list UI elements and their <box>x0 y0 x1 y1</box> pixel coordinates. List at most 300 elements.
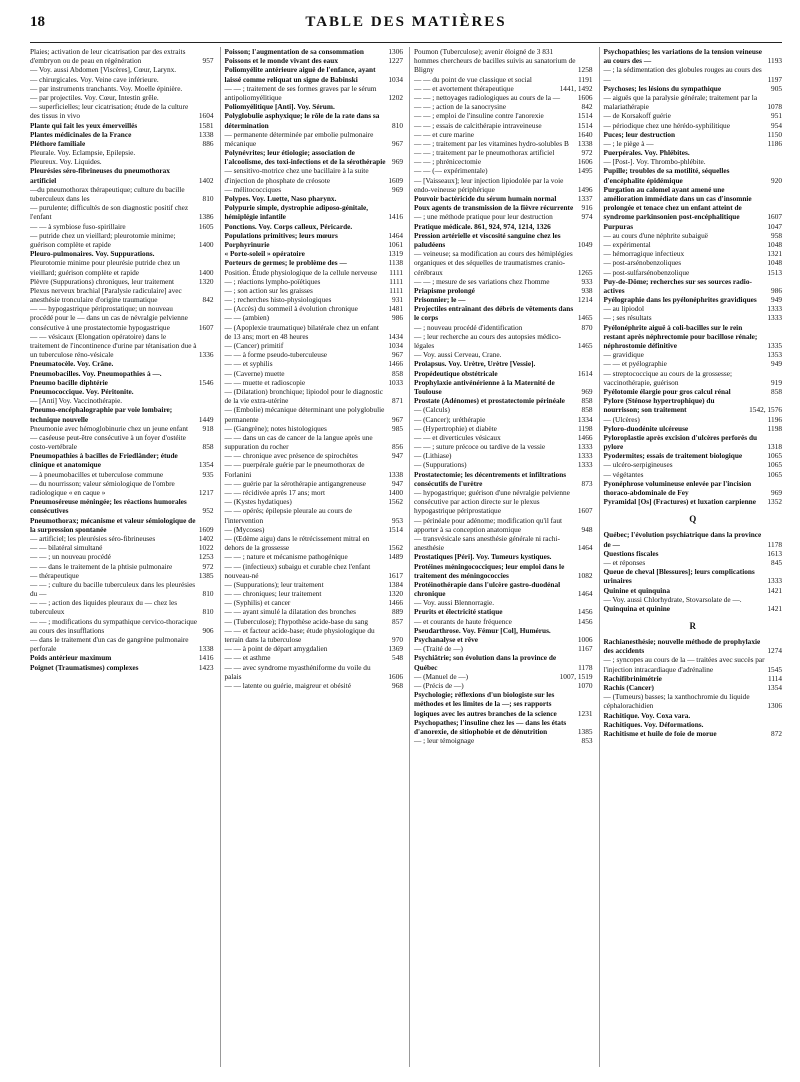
entry-text: — (Cancer) primitif <box>224 341 284 350</box>
index-entry <box>604 313 783 322</box>
entry-page-ref: 1562 <box>388 543 403 553</box>
index-entry <box>30 75 214 84</box>
entry-page-ref: 970 <box>392 635 403 644</box>
index-entry <box>414 562 593 580</box>
index-entry <box>604 231 783 240</box>
index-entry <box>414 332 593 350</box>
entry-page-ref: 1607 <box>198 322 214 332</box>
entry-page-ref: 1514 <box>388 524 403 534</box>
entry-page-ref: 1353 <box>767 350 782 360</box>
entry-text: Protéinothérapie dans l'ulcère gastro-duodénal chronique <box>414 579 561 599</box>
entry-text: — — opérés; épilepsie pleurale au cours de l'intervention <box>224 506 352 525</box>
entry-text: —du pneumothorax thérapeutique; culture du bacille tuberculeux dans les <box>30 184 185 203</box>
index-entry <box>225 644 404 653</box>
entry-text: — ; leur recherche au cours des autopsies médico-légales <box>414 331 562 350</box>
entry-page-ref: 872 <box>771 728 782 738</box>
entry-text: — ; son action sur les graisses <box>224 285 313 295</box>
entry-text: Prolapsus. Voy. Urètre, Urètre [Vessie]. <box>414 359 536 369</box>
entry-text: — dans le traitement d'un cas de gangrène pulmonaire perforale <box>30 635 189 654</box>
entry-text: Polypes. Voy. Luette, Naso pharynx. <box>224 194 337 203</box>
index-entry <box>30 203 214 221</box>
index-entry <box>604 369 783 387</box>
entry-page-ref: 870 <box>581 322 593 332</box>
index-entry <box>225 451 404 460</box>
index-entry <box>225 589 404 598</box>
entry-text: — végétantes <box>603 469 644 479</box>
entry-page-ref: 1481 <box>388 304 403 314</box>
index-entry <box>225 653 404 662</box>
entry-page-ref: 1434 <box>388 331 403 341</box>
index-entry <box>604 692 783 710</box>
entry-text: Polynévrites; leur étiologie; association de l'alcoolisme, des toxi-infections et de la sérothérapie <box>224 148 386 167</box>
entry-text: Protéines méningococciques; leur emploi dans le traitement des méningococcies <box>414 561 565 580</box>
entry-page-ref: 1466 <box>577 432 593 442</box>
entry-text: — Voy. aussi Abdomen [Viscères], Cœur, Larynx. <box>30 65 177 75</box>
entry-page-ref: 548 <box>392 653 403 663</box>
entry-page-ref: 1334 <box>577 414 593 424</box>
entry-text: — (Tuberculose); l'hypothèse acide-base du sang <box>224 616 369 626</box>
index-entry <box>414 166 593 175</box>
entry-text: Prisonnier; le — <box>414 295 466 305</box>
entry-page-ref: 889 <box>392 607 403 617</box>
entry-page-ref: 858 <box>581 405 593 415</box>
entry-text: — Voy. aussi Chlorhydrate, Stovarsolate de —. <box>603 594 742 604</box>
index-entry <box>225 240 404 249</box>
entry-page-ref: 1333 <box>577 442 593 452</box>
index-entry <box>414 295 593 304</box>
entry-text: Plaies; activation de leur cicatrisation par des extraits d'embryon ou de peau en régénération <box>30 47 186 66</box>
index-entry <box>225 130 404 148</box>
index-entry <box>225 194 404 203</box>
index-entry <box>30 47 214 65</box>
index-entry <box>225 56 404 65</box>
entry-page-ref: 969 <box>392 184 403 194</box>
index-entry <box>30 359 214 368</box>
index-entry <box>414 580 593 598</box>
entry-text: Pyélotomie élargie pour gros calcul rénal <box>603 386 731 396</box>
entry-page-ref: 1186 <box>767 138 782 148</box>
entry-text: — veineuse; sa modification au cours des hémiplégies organiques et des séquelles de traumatismes cranio-cérébraux <box>414 249 573 277</box>
entry-text: — — dans le traitement de la phtisie pulmonaire <box>30 561 173 571</box>
index-entry <box>604 424 783 433</box>
index-entry <box>414 378 593 396</box>
entry-text: Pratique médicale. 861, 924, 974, 1214, 1326 <box>414 221 551 231</box>
index-entry <box>30 580 214 598</box>
entry-text: Pneumo-encéphalographie par voie lombaire; technique nouvelle <box>30 405 173 424</box>
entry-page-ref: 1034 <box>388 341 403 350</box>
entry-text: — post-arsénobenzoliques <box>603 258 682 268</box>
entry-text: — streptococcique au cours de la grossesse; vaccinothérapie, guérison <box>603 368 732 387</box>
entry-page-ref: 845 <box>771 557 782 567</box>
entry-text: Plexus nerveux brachial [Paralysie radiculaire] avec anesthésie tronculaire d'origine traumatique <box>30 285 182 305</box>
entry-page-ref: 1227 <box>388 56 403 66</box>
entry-text: Pleuro-pulmonaires. Voy. Suppurations. <box>30 249 155 259</box>
entry-page-ref: 842 <box>581 102 593 112</box>
index-entry <box>604 470 783 479</box>
entry-page-ref: 1048 <box>767 239 782 249</box>
entry-text: — — et pyélographie <box>603 359 667 369</box>
entry-page-ref: 1354 <box>767 683 782 692</box>
entry-text: — — du point de vue classique et social <box>414 74 532 84</box>
entry-text: — périodique chez une hérédo-syphilitique <box>603 120 730 130</box>
index-entry <box>225 47 404 56</box>
entry-text: Populations primitives; leurs mœurs <box>224 230 338 240</box>
entry-text: Pneumococcique. Voy. Péritonite. <box>30 386 134 396</box>
entry-text: — permanente déterminée par embolie pulmonaire mécanique <box>224 129 374 148</box>
index-entry <box>30 121 214 130</box>
index-entry <box>604 295 783 304</box>
index-entry <box>225 378 404 387</box>
entry-text: — — ; nature et mécanisme pathogénique <box>224 552 348 562</box>
entry-text: Prostatiques [Péri]. Voy. Tumeurs kystiques. <box>414 552 552 562</box>
index-entry <box>225 369 404 378</box>
entry-page-ref: 1258 <box>577 65 593 75</box>
entry-page-ref: 974 <box>581 212 593 222</box>
entry-text: — — ; action de la sanocrysine <box>414 102 506 112</box>
entry-text: — Voy. aussi Blennorragie. <box>414 598 495 608</box>
index-entry <box>604 84 783 93</box>
entry-page-ref: 858 <box>392 368 403 378</box>
index-entry <box>604 683 783 692</box>
entry-page-ref: 1319 <box>388 249 403 259</box>
index-entry <box>225 231 404 240</box>
index-entry <box>414 396 593 405</box>
entry-text: — — bilatéral simultané <box>30 543 103 553</box>
entry-page-ref: 1513 <box>767 267 782 277</box>
entry-page-ref: 1231 <box>577 708 593 718</box>
entry-text: — (Lithiase) <box>414 451 452 461</box>
entry-text: — aiguës que la paralysie générale; traitement par la malariathérapie <box>603 92 758 112</box>
entry-text: — ; ses résultats <box>603 313 652 323</box>
entry-page-ref: 1320 <box>198 276 214 286</box>
entry-page-ref: 985 <box>392 423 403 433</box>
entry-text: — — ; traitement de ses formes graves par le sérum antipoliomyélitique <box>224 83 377 102</box>
entry-page-ref: 1111 <box>389 276 403 286</box>
index-entry <box>604 93 783 111</box>
index-entry <box>30 571 214 580</box>
entry-page-ref: 967 <box>392 350 403 360</box>
entry-page-ref: 1202 <box>388 92 403 102</box>
entry-page-ref: 938 <box>581 285 593 295</box>
entry-page-ref: 1138 <box>388 258 403 268</box>
entry-text: Puces; leur destruction <box>603 129 676 139</box>
entry-text: Pyélographie dans les pyélonéphrites gravidiques <box>603 295 757 305</box>
index-entry <box>414 672 593 681</box>
entry-text: — chirurgicales. Voy. Veine cave inférieure. <box>30 74 159 84</box>
entry-text: — — et diverticules vésicaux <box>414 432 501 442</box>
entry-page-ref: 1034 <box>388 74 403 84</box>
entry-page-ref: 1465 <box>577 313 593 323</box>
entry-text: Position. Étude physiologique de la cellule nerveuse <box>224 267 378 277</box>
index-entry <box>30 65 214 74</box>
entry-text: — ; la sédimentation des globules rouges au cours des — <box>603 65 762 84</box>
entry-text: — par instruments tranchants. Voy. Moelle épinière. <box>30 83 183 93</box>
entry-page-ref: 968 <box>392 680 403 690</box>
entry-page-ref: 1604 <box>198 111 214 121</box>
entry-page-ref: 1385 <box>198 570 214 580</box>
entry-text: Prurits et électricité statique <box>414 607 503 617</box>
entry-page-ref: 1416 <box>388 212 403 222</box>
entry-text: Pleurésies séro-fibrineuses du pneumothorax artificiel <box>30 166 170 185</box>
entry-text: — (Apoplexie traumatique) bilatérale chez un enfant de 13 ans; mort en 48 heures <box>224 322 379 341</box>
entry-text: Rachitiques. Voy. Déformations. <box>603 719 704 729</box>
index-entry <box>225 607 404 616</box>
entry-text: Rachitisme et huile de foie de morue <box>603 728 717 738</box>
entry-text: — — latente ou guérie, maigreur et obésité <box>224 680 351 690</box>
index-entry <box>604 720 783 729</box>
index-entry <box>414 121 593 130</box>
entry-text: — (Calculs) <box>414 405 450 415</box>
index-entry <box>604 415 783 424</box>
index-entry <box>30 424 214 433</box>
index-entry <box>30 139 214 148</box>
entry-page-ref: 949 <box>771 359 782 369</box>
entry-text: — — à symbiose fuso-spirillaire <box>30 221 126 231</box>
entry-text: — (Gangrène); notes histologiques <box>224 423 327 433</box>
entry-text: Pleurale. Voy. Eclampsie, Epilepsie. <box>30 148 136 158</box>
entry-page-ref: 1198 <box>578 423 593 433</box>
index-entry <box>30 562 214 571</box>
entry-page-ref: 1456 <box>577 616 593 626</box>
index-entry <box>414 451 593 460</box>
entry-page-ref: 1274 <box>767 646 782 656</box>
entry-page-ref: 1318 <box>767 442 782 452</box>
index-entry <box>30 378 214 387</box>
entry-page-ref: 1542, 1576 <box>749 405 782 415</box>
entry-text: — (Embolie) mécanique déterminant une polyglobulie permanente <box>224 405 385 424</box>
index-entry <box>414 212 593 221</box>
entry-text: Plante qui fait les yeux émerveillés <box>30 120 138 130</box>
index-entry <box>414 433 593 442</box>
entry-text: Pneumoséreuse méningée; les réactions humorales consécutives <box>30 497 187 516</box>
entry-text: — — ; nettoyages radiologiques au cours de la — <box>414 92 561 102</box>
index-entry <box>414 617 593 626</box>
index-entry <box>414 194 593 203</box>
index-entry <box>414 516 593 534</box>
index-entry <box>414 644 593 653</box>
index-entry <box>414 359 593 368</box>
index-entry <box>414 635 593 644</box>
index-entry <box>30 653 214 662</box>
index-entry <box>225 203 404 221</box>
entry-page-ref: 858 <box>581 396 593 406</box>
index-entry <box>225 460 404 478</box>
entry-text: — mélitococciques <box>224 184 282 194</box>
index-entry <box>604 549 783 558</box>
page-title: TABLE DES MATIÈRES <box>305 14 507 30</box>
entry-text: — [Vaisseaux]; leur injection lipiodolée par la voie endo-veineuse périphérique <box>414 175 564 194</box>
index-entry <box>414 415 593 424</box>
entry-page-ref: 1337 <box>577 194 593 203</box>
entry-page-ref: 1514 <box>577 120 593 130</box>
index-entry <box>225 387 404 405</box>
index-entry <box>225 102 404 111</box>
index-entry <box>225 534 404 552</box>
index-entry <box>225 111 404 129</box>
entry-page-ref: 853 <box>581 736 593 746</box>
index-entry <box>414 534 593 552</box>
entry-text: Poissons et le monde vivant des eaux <box>224 56 339 66</box>
index-entry <box>30 598 214 616</box>
entry-page-ref: 1006 <box>577 635 593 644</box>
header-rule <box>30 42 782 43</box>
entry-text: — (Œdème aigu) dans le rétrécissement mitral en dehors de la grossesse <box>224 533 370 553</box>
entry-text: Queue de cheval [Blessures]; leurs complications urinaires <box>603 567 755 586</box>
entry-page-ref: 1178 <box>578 662 593 672</box>
entry-page-ref: 967 <box>392 414 403 424</box>
index-entry <box>604 479 783 497</box>
entry-page-ref: 1338 <box>577 138 593 148</box>
entry-text: Polyglobulie asphyxique; le rôle de la rate dans sa détermination <box>224 111 380 130</box>
entry-page-ref: 951 <box>771 111 782 121</box>
index-entry <box>225 552 404 561</box>
index-entry <box>604 586 783 595</box>
entry-page-ref: 810 <box>202 589 214 599</box>
index-entry <box>604 121 783 130</box>
index-entry <box>414 157 593 166</box>
entry-page-ref: 1464 <box>577 543 593 553</box>
index-entry <box>414 249 593 277</box>
entry-page-ref: 810 <box>392 120 403 130</box>
entry-page-ref: 1354 <box>198 460 214 470</box>
entry-text: Pneumobacilles. Voy. Pneumopathies à —. <box>30 368 162 378</box>
index-entry <box>604 387 783 396</box>
entry-text: — du nourrisson; valeur sémiologique de l'ombre radiologique « en caque » <box>30 478 175 497</box>
entry-page-ref: 1306 <box>388 47 403 56</box>
entry-text: — — ; action des liquides pleuraux du — chez les tuberculeux <box>30 598 178 617</box>
index-entry <box>414 681 593 690</box>
entry-page-ref: 954 <box>771 120 782 130</box>
index-entry <box>414 222 593 231</box>
entry-page-ref: 873 <box>581 478 593 488</box>
entry-text: — et courants de haute fréquence <box>414 616 512 626</box>
entry-page-ref: 1070 <box>577 680 593 690</box>
index-entry <box>225 65 404 83</box>
index-entry <box>30 148 214 157</box>
entry-page-ref: 1065 <box>767 460 782 470</box>
entry-text: Puerpérales. Voy. Phlébites. <box>603 148 690 158</box>
entry-text: — — dans un cas de cancer de la langue après une suppuration du rocher <box>224 432 373 452</box>
index-entry <box>604 433 783 451</box>
index-entry <box>414 139 593 148</box>
entry-text: Psychanalyse et rêve <box>414 635 479 644</box>
entry-page-ref: 1214 <box>577 295 593 305</box>
index-entry <box>225 598 404 607</box>
entry-text: — gravidique <box>603 350 644 360</box>
entry-page-ref: 986 <box>771 285 782 295</box>
index-entry <box>225 341 404 350</box>
entry-text: Psychiâtrie; son évolution dans la province de Québec <box>414 653 557 672</box>
entry-page-ref: 905 <box>771 83 782 93</box>
entry-text: — (Accès) du sommeil à évolution chronique <box>224 304 358 314</box>
entry-text: — purulente; difficultés de son diagnostic positif chez l'enfant <box>30 203 189 222</box>
index-entry <box>30 304 214 332</box>
entry-text: — superficielles; leur cicatrisation; étude de la culture des tissus in vivo <box>30 102 189 121</box>
index-entry <box>225 663 404 681</box>
entry-page-ref: 1384 <box>388 579 403 589</box>
index-entry <box>414 111 593 120</box>
entry-page-ref: 1640 <box>577 129 593 139</box>
index-entry <box>414 130 593 139</box>
entry-text: Rachitique. Voy. Coxa vara. <box>603 710 691 720</box>
entry-page-ref: 1402 <box>198 175 214 185</box>
entry-text: — [Post-]. Voy. Thrombo-phlébite. <box>603 157 706 167</box>
index-entry <box>30 102 214 120</box>
entry-page-ref: 1048 <box>767 258 782 268</box>
page-number: 18 <box>30 14 45 30</box>
index-entry <box>604 277 783 295</box>
index-entry <box>604 460 783 469</box>
entry-text: Prophylaxie antivénérienne à la Maternité de Toulouse <box>414 377 555 396</box>
index-entry <box>414 277 593 286</box>
index-entry <box>225 286 404 295</box>
index-entry <box>604 604 783 613</box>
entry-text: — — ; emploi de l'insuline contre l'anorexie <box>414 111 544 121</box>
entry-text: — (Ulcères) <box>603 414 640 424</box>
index-entry <box>414 626 593 635</box>
entry-text: — transvésicale sans anesthésie générale ni rachi-anesthésie <box>414 533 560 553</box>
entry-page-ref: 1320 <box>388 589 403 599</box>
entry-page-ref: 1606 <box>577 92 593 102</box>
index-entry <box>30 516 214 534</box>
entry-text: Purpuras <box>603 221 634 231</box>
entry-page-ref: 1400 <box>198 239 214 249</box>
entry-text: — — hypogastrique périprostatique; un nouveau procédé pour le — dans un cas de névralgie pelvienne consécutive à une prostatectomie hypogastrique <box>30 304 188 332</box>
index-entry <box>225 506 404 524</box>
index-entry <box>604 222 783 231</box>
entry-page-ref: 1609 <box>388 175 403 185</box>
index-column-2 <box>220 47 404 1067</box>
entry-text: Pyonéphrose volumineuse enlevée par l'incision thoraco-abdominale de Fey <box>603 478 752 497</box>
entry-page-ref: 1466 <box>388 598 403 608</box>
index-column-4 <box>599 47 783 1067</box>
index-entry <box>30 479 214 497</box>
index-entry <box>604 166 783 184</box>
index-entry <box>414 488 593 516</box>
entry-page-ref: 1065 <box>767 469 782 479</box>
entry-page-ref: 842 <box>202 295 214 305</box>
entry-text: Poignet (Traumatismes) complexes <box>30 662 139 672</box>
entry-page-ref: 1022 <box>198 543 214 553</box>
entry-text: Pseudarthrose. Voy. Fémur [Col], Humérus. <box>414 625 551 635</box>
entry-text: — (Caverne) muette <box>224 368 285 378</box>
entry-page-ref: 919 <box>771 377 782 387</box>
index-entry <box>414 176 593 194</box>
index-entry <box>30 387 214 396</box>
index-entry <box>225 681 404 690</box>
entry-page-ref: 871 <box>392 396 403 406</box>
entry-text: Pneumothorax; mécanisme et valeur sémiologique de la surpression spontanée <box>30 515 196 534</box>
index-entry <box>414 718 593 736</box>
index-entry <box>30 157 214 166</box>
entry-page-ref: 949 <box>771 295 782 305</box>
entry-page-ref: 1614 <box>577 368 593 378</box>
entry-page-ref: 1321 <box>767 249 782 259</box>
entry-text: — — et asthme <box>224 653 271 663</box>
entry-text: — au cours d'une néphrite subaiguë <box>603 230 708 240</box>
entry-text: Pouvoir bactéricide du sérum humain normal <box>414 194 557 203</box>
entry-text: — (Suppurations); leur traitement <box>224 579 324 589</box>
entry-text: — — ; phrénicectomie <box>414 157 482 167</box>
index-entry <box>604 359 783 368</box>
index-entry <box>30 405 214 423</box>
entry-text: — à pneumobacilles et tuberculose commune <box>30 469 164 479</box>
index-entry <box>604 729 783 738</box>
entry-text: — de Korsakoff guérie <box>603 111 671 121</box>
entry-page-ref: 986 <box>392 313 403 323</box>
index-entry <box>414 148 593 157</box>
entry-text: — ; réactions lympho-poïétiques <box>224 276 321 286</box>
